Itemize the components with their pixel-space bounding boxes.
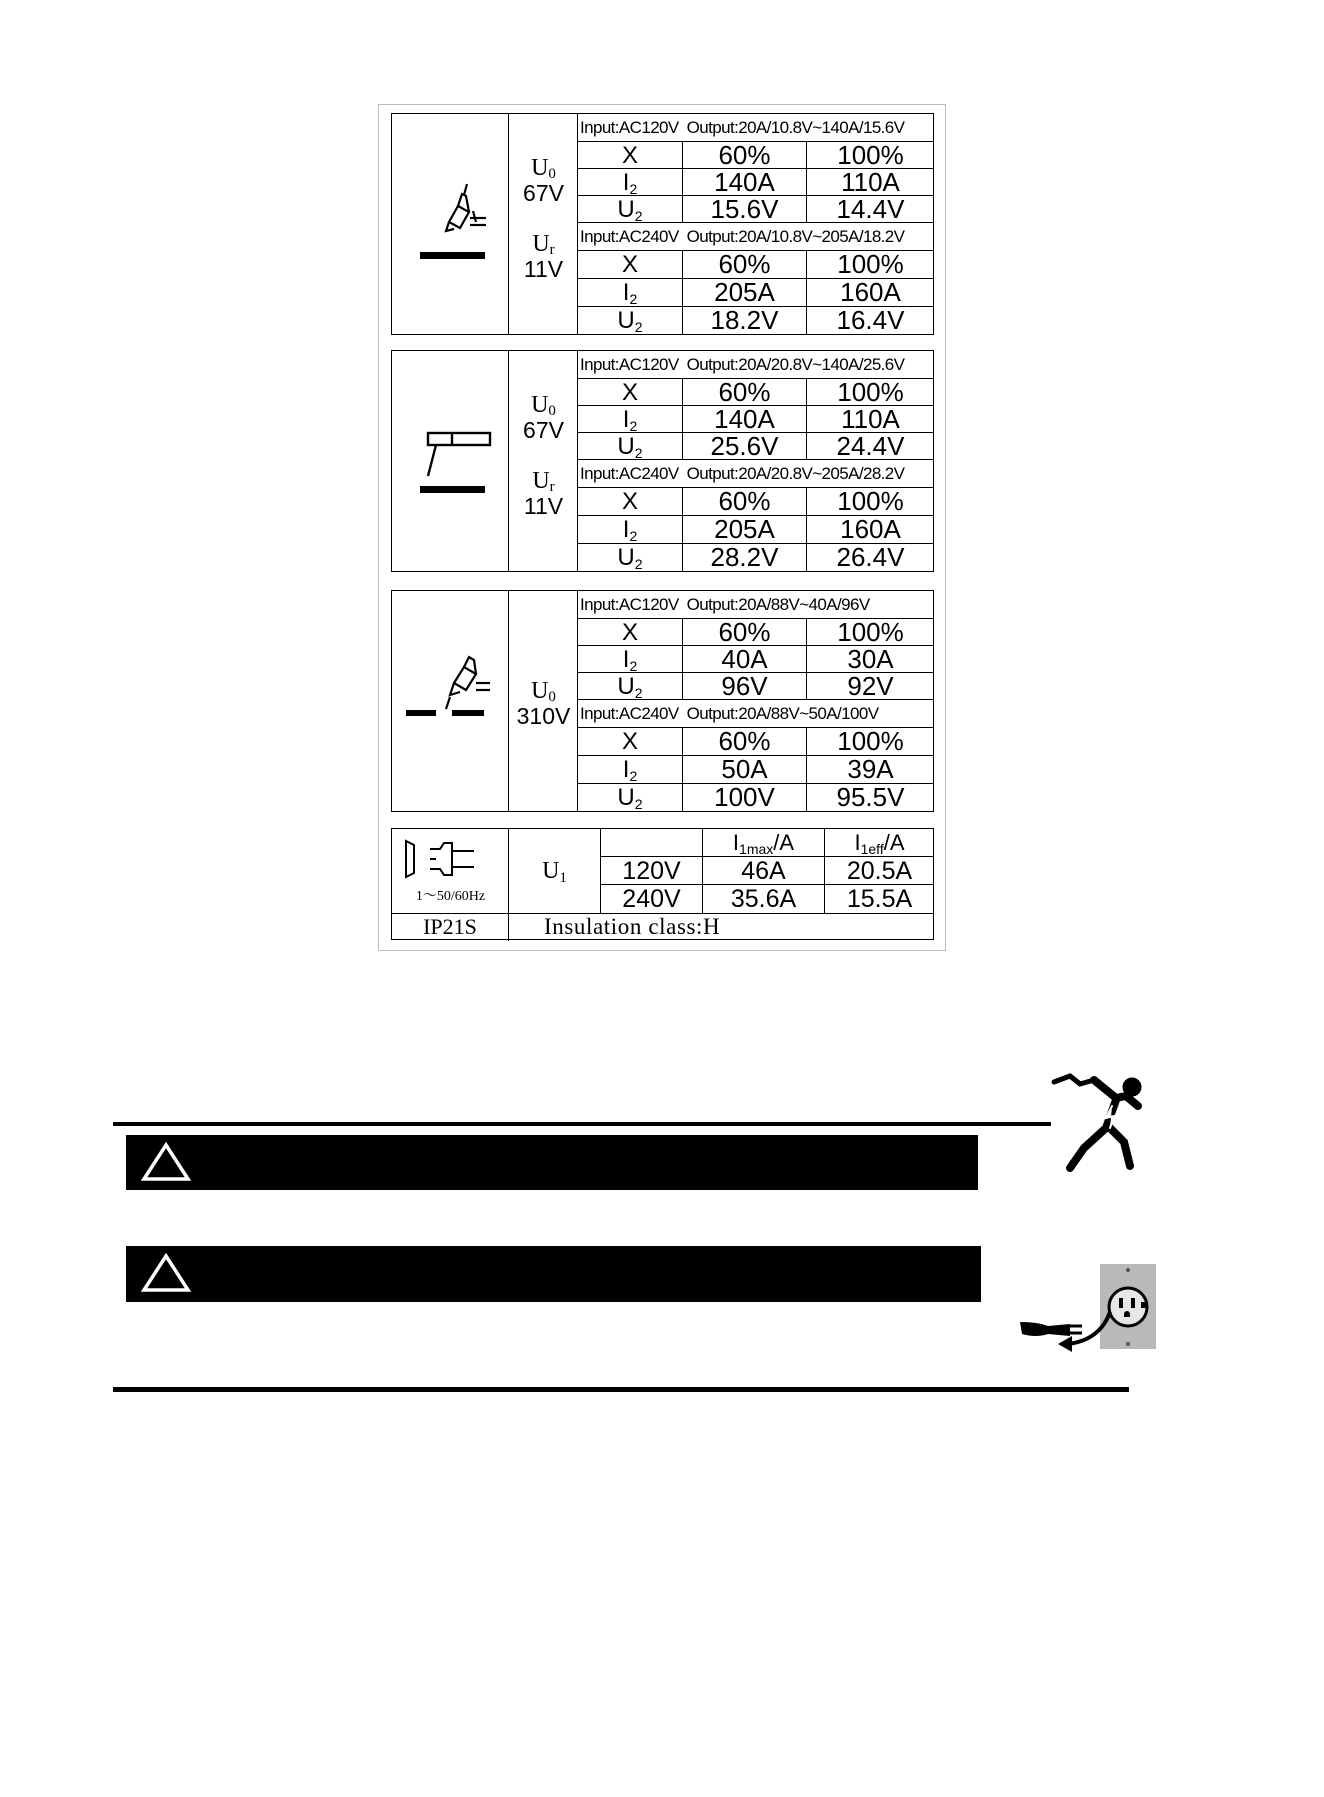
mma-duty-row: X 60% 100% <box>578 251 934 279</box>
bottom-divider <box>113 1387 1129 1392</box>
tig-u0-value: 67V <box>523 417 564 443</box>
mma-open-circuit-voltage <box>509 114 578 334</box>
tig-icon-cell <box>392 351 509 571</box>
warning-triangle-icon <box>140 1252 192 1294</box>
plasma-input-row-120: Input:AC120V Output:20A/88V~40A/96V <box>578 591 934 619</box>
tig-duty-row: X 60% 100% <box>578 488 934 516</box>
mma-current-row: $I_2$ 140A 110A <box>578 169 934 196</box>
plasma-rating-table <box>578 591 934 811</box>
supply-header-row <box>601 829 934 857</box>
supply-current-table <box>601 829 934 913</box>
tig-ur-value: 11V <box>523 493 564 519</box>
mma-rating-section <box>391 113 934 335</box>
power-supply-section <box>391 828 934 940</box>
mma-duty-row: X 60% 100% <box>578 142 934 169</box>
tig-current-row: $I_2$ 205A 160A <box>578 516 934 544</box>
grounded-outlet-icon <box>1018 1262 1158 1362</box>
plasma-input-row-240: Input:AC240V Output:20A/88V~50A/100V <box>578 700 934 728</box>
protection-row <box>392 913 934 940</box>
mma-voltage-row: $U_2$ 18.2V 16.4V <box>578 307 934 335</box>
mma-ur-label: $U_r$ <box>532 231 555 258</box>
tig-voltage-row: $U_2$ 25.6V 24.4V <box>578 433 934 460</box>
tig-input-row-120: Input:AC120V Output:20A/20.8V~140A/25.6V <box>578 351 934 379</box>
tig-voltage-row: $U_2$ 28.2V 26.4V <box>578 544 934 572</box>
supply-frequency: 1～50/60Hz <box>415 889 486 904</box>
i1max-header: $I_{1max}/A$ <box>702 829 824 856</box>
ip-rating: IP21S <box>392 914 509 941</box>
tig-open-circuit-voltage <box>509 351 578 571</box>
supply-row-120v: 120V 46A 20.5A <box>601 857 934 885</box>
mma-ur-value: 11V <box>523 256 564 282</box>
plasma-voltage-row: $U_2$ 100V 95.5V <box>578 784 934 812</box>
rating-plate <box>378 104 946 951</box>
supply-row-240v: 240V 35.6A 15.5A <box>601 885 934 913</box>
plasma-voltage-row: $U_2$ 96V 92V <box>578 673 934 700</box>
warning-banner-2 <box>126 1246 981 1302</box>
plasma-u0-label: $U_0$ <box>531 678 556 705</box>
warning-triangle-icon <box>140 1141 192 1183</box>
mma-u0-label: $U_0$ <box>531 155 556 182</box>
plasma-cutting-icon <box>392 591 509 813</box>
plasma-open-circuit-voltage <box>509 591 578 811</box>
plasma-current-row: $I_2$ 40A 30A <box>578 646 934 673</box>
mma-rating-table <box>578 114 934 334</box>
tig-u0-label: $U_0$ <box>531 392 556 419</box>
tig-ur-label: $U_r$ <box>532 468 555 495</box>
supply-voltage-label: $U_1$ <box>509 829 601 913</box>
plasma-duty-row: X 60% 100% <box>578 728 934 756</box>
mma-current-row: $I_2$ 205A 160A <box>578 279 934 307</box>
mma-icon-cell <box>392 114 509 334</box>
tig-rating-table <box>578 351 934 571</box>
electric-shock-hazard-icon <box>1050 1070 1170 1180</box>
stick-electrode-welding-icon <box>392 114 509 336</box>
top-divider <box>113 1122 1051 1126</box>
i1eff-header: $I_{1eff}/A$ <box>824 829 934 856</box>
insulation-class: Insulation class:H <box>544 914 721 939</box>
single-phase-plug-icon <box>392 829 509 885</box>
plasma-u0-value: 310V <box>516 703 571 729</box>
mma-input-row-120: Input:AC120V Output:20A/10.8V~140A/15.6V <box>578 114 934 142</box>
mma-voltage-row: $U_2$ 15.6V 14.4V <box>578 196 934 223</box>
plasma-rating-section <box>391 590 934 812</box>
warning-banner-1 <box>126 1135 978 1190</box>
mma-u0-value: 67V <box>523 180 564 206</box>
tig-rating-section <box>391 350 934 572</box>
tig-torch-icon <box>392 351 509 573</box>
tig-input-row-240: Input:AC240V Output:20A/20.8V~205A/28.2V <box>578 460 934 488</box>
tig-duty-row: X 60% 100% <box>578 379 934 406</box>
plasma-duty-row: X 60% 100% <box>578 619 934 646</box>
plasma-icon-cell <box>392 591 509 811</box>
tig-current-row: $I_2$ 140A 110A <box>578 406 934 433</box>
plasma-current-row: $I_2$ 50A 39A <box>578 756 934 784</box>
mma-input-row-240: Input:AC240V Output:20A/10.8V~205A/18.2V <box>578 223 934 251</box>
supply-icon-cell <box>392 829 509 913</box>
